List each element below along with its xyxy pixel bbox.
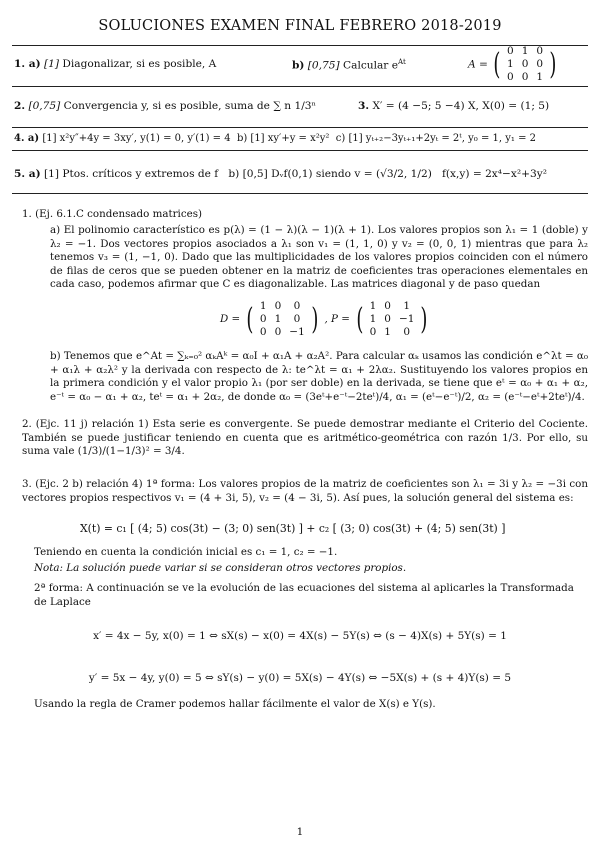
solution-2: 2. (Ejc. 11 j) relación 1) Esta serie es convergente. Se puede demostrar mediante el Criterio del Cociente. También se puede justificar teniendo en cuenta que es aritmético-geométrica con razón 1/3. Por ello, su suma vale (1/3)/(1−1/3)² = 3/4.: [22, 418, 588, 458]
matrix-a-cell: 1: [536, 71, 544, 83]
solution-3-form2: 2ª forma: A continuación se ve la evolución de las ecuaciones del sistema al aplicarles la Transformada de Laplace: [34, 582, 574, 608]
matrix-a-cell: 0: [521, 71, 529, 83]
page-number: 1: [296, 826, 304, 838]
matrix-d-cell: 0: [259, 326, 267, 338]
matrix-a-cell: 1: [507, 58, 514, 70]
matrix-a-cell: 0: [507, 71, 514, 83]
matrix-p: ( 1 0 1 1 0 −1 0 1 0 ): [356, 300, 428, 338]
matrix-p-cell: 0: [369, 326, 377, 338]
problem-1a-text: Diagonalizar, si es posible, A: [62, 58, 217, 70]
divider: [12, 193, 588, 194]
series-sum: ∑ n 1/3ⁿ: [273, 100, 317, 112]
problem-1b: b) [0,75] Calcular $e^{At}$: [292, 58, 406, 72]
laplace-eq-1: x′ = 4x − 5y, x(0) = 1 ⇔ sX(s) − x(0) = 4X(s) − 5Y(s) ⇔ (s − 4)X(s) + 5Y(s) = 1: [93, 630, 507, 642]
matrix-d-cell: 0: [274, 300, 282, 312]
solution-1b: b) Tenemos que e^At = ∑ₖ₌₀² αₖAᵏ = α₀I + α₁A + α₂A². Para calcular αₖ usamos las condición e^λt = α₀ + α₁λ + α₂λ² y la derivada con respecto de λ: te^λt = α₁ + 2λα₂. Sustituyendo los valores propios en la primera condición y el valor propio λ₁ (por ser doble) en la derivada, se tiene que eᵗ = α₀ + α₁ + α₂, e⁻ᵗ = α₀ − α₁ + α₂, teᵗ = α₁ + 2α₂, de donde α₀ = (3eᵗ+e⁻ᵗ−2teᵗ)/4, α₁ = (eᵗ−e⁻ᵗ)/2, α₂ = (e⁻ᵗ−eᵗ+2teᵗ)/4.: [50, 350, 588, 403]
matrix-a-cell: 0: [536, 58, 544, 70]
problem-1-number: 1. a): [14, 58, 41, 70]
problem-3: 3. X′ = (4 −5; 5 −4) X, X(0) = (1; 5): [358, 100, 550, 112]
matrix-a-cell: 0: [536, 45, 544, 57]
divider: [12, 127, 588, 128]
laplace-eq-2: y′ = 5x − 4y, y(0) = 5 ⇔ sY(s) − y(0) = 5X(s) − 4Y(s) ⇔ −5X(s) + (s + 4)Y(s) = 5: [88, 672, 512, 684]
matrix-d: ( 1 0 0 0 1 0 0 0 −1 ): [246, 300, 319, 338]
matrix-p-cell: 1: [403, 300, 411, 312]
matrix-p-cell: 1: [369, 300, 377, 312]
problem-2: 2. [0,75] Convergencia y, si es posible, suma de ∑ n 1/3ⁿ: [14, 100, 317, 112]
matrix-d-cell: 1: [274, 313, 282, 325]
solution-3-general: X(t) = c₁ [ (4; 5) cos(3t) − (3; 0) sen(3t) ] + c₂ [ (3; 0) cos(3t) + (4; 5) sen(3t) ]: [80, 522, 506, 535]
matrix-p-cell: 0: [403, 326, 411, 338]
page-title: SOLUCIONES EXAMEN FINAL FEBRERO 2018-2019: [98, 18, 502, 34]
matrix-p-cell: 0: [384, 300, 391, 312]
problem-4: 4. a) [1] x²y″+4y = 3xy′, y(1) = 0, y′(1) = 4 b) [1] xy′+y = x²y² c) [1] yₜ₊₂−3yₜ₊₁+2yₜ = 2ᵗ, y₀ = 1, y₁ = 2: [14, 133, 536, 144]
solution-3-note: Nota: La solución puede variar si se consideran otros vectores propios.: [34, 562, 407, 574]
matrix-d-cell: 0: [293, 300, 301, 312]
matrix-p-cell: 0: [384, 313, 391, 325]
matrix-a-cell: 1: [521, 45, 529, 57]
cramer-text: Usando la regla de Cramer podemos hallar fácilmente el valor de X(s) e Y(s).: [34, 698, 436, 710]
matrix-a: A = ( 0 1 0 1 0 0 0 0 1 ): [468, 45, 559, 84]
matrix-d-cell: 0: [293, 313, 301, 325]
matrix-a-body: ( 0 1 0 1 0 0 0 0 1 ): [493, 45, 557, 83]
problem-5: 5. a) [1] Ptos. críticos y extremos de f b) [0,5] Dᵥf(0,1) siendo v = (√3/2, 1/2) f(x,y) = 2x⁴−x²+3y²: [14, 168, 547, 180]
matrix-d-cell: 0: [259, 313, 267, 325]
matrices-d-p: D = ( 1 0 0 0 1 0 0 0 −1 ) , P = ( 1 0 1 1 0 −1 0 1 0 ): [220, 300, 430, 339]
matrix-p-cell: 1: [369, 313, 377, 325]
solution-3: 3. (Ejc. 2 b) relación 4) 1ª forma: Los valores propios de la matriz de coeficientes son λ₁ = 3i y λ₂ = −3i con vectores propios respectivos v₁ = (4 + 3i, 5), v₂ = (4 − 3i, 5). Así pues, la solución general del sistema es:: [22, 478, 588, 504]
matrix-p-cell: −1: [398, 313, 415, 325]
divider: [12, 86, 588, 87]
matrix-a-cell: 0: [507, 45, 514, 57]
matrix-d-cell: −1: [289, 326, 305, 338]
solution-3-condition: Teniendo en cuenta la condición inicial es c₁ = 1, c₂ = −1.: [34, 546, 338, 558]
solution-1a: a) El polinomio característico es p(λ) = (1 − λ)(λ − 1)(λ + 1). Los valores propios son λ₁ = 1 (doble) y λ₂ = −1. Dos vectores propios asociados a λ₁ son v₁ = (1, 1, 0) y v₂ = (0, 0, 1) mientras que para λ₂ tenemos v₃ = (1, −1, 0). Dado que las multiplicidades de los valores propios coinciden con el número de filas de ceros que se pueden obtener en la matriz de coeficientes tras operaciones elementales en cada caso, podemos afirmar que C es diagonalizable. Las matrices diagonal y de paso quedan: [50, 224, 588, 291]
matrix-d-cell: 0: [274, 326, 282, 338]
matrix-d-cell: 1: [259, 300, 267, 312]
problem-1: 1. a) [1] Diagonalizar, si es posible, A: [14, 58, 217, 70]
solution-1-heading: 1. (Ej. 6.1.C condensado matrices): [22, 208, 202, 220]
divider: [12, 150, 588, 151]
matrix-p-cell: 1: [384, 326, 391, 338]
matrix-a-cell: 0: [521, 58, 529, 70]
